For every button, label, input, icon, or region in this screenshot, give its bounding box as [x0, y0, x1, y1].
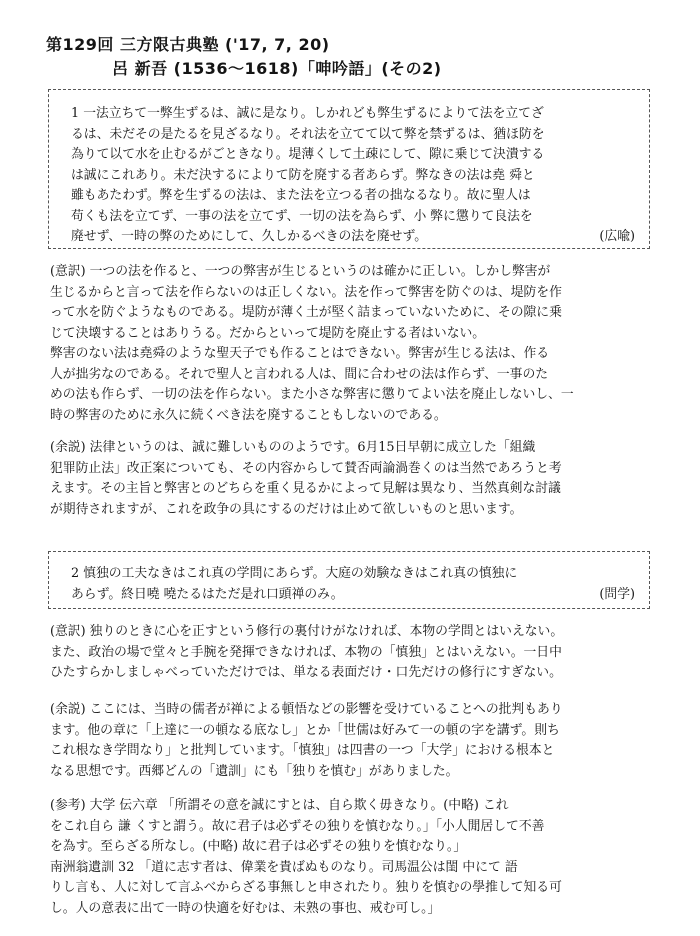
quote-box-2: [48, 551, 650, 609]
translation1-line: って水を防ぐようなものである。堤防が薄く土が堅く詰まっていないために、その隙に乗: [50, 305, 562, 320]
reference-line: を為す。至らざる所なし。(中略) 故に君子は必ずその独りを慎むなり。」: [50, 839, 467, 854]
reference-section: [50, 796, 650, 919]
commentary1-line: 犯罪防止法」改正案についても、その内容からして賛否両論渦巻くのは当然であろうと考: [50, 460, 562, 476]
translation1-line: 生じるからと言って法を作らないのは正しくない。法を作って弊害を防ぐのは、堤防を作: [50, 284, 562, 300]
quote1-source: (広喩): [599, 229, 635, 244]
quote1-line: は誠にこれあり。未だ決するによりて防を廃する者あらず。弊なきの法は堯 舜と: [71, 167, 535, 183]
translation1-line: 人が拙劣なのである。それで聖人と言われる人は、間に合わせの法は作らず、一事のた: [50, 366, 549, 382]
commentary2-line: これ根なき学問なり」と批判しています。「慎独」は四書の一つ「大学」における根本と: [50, 743, 555, 758]
quote2-last-line: [71, 585, 635, 606]
document-subtitle: 呂 新吾 (1536〜1618)「呻吟語」(その2): [112, 59, 442, 78]
commentary2-line: なる思想です。西郷どんの「遺訓」にも「独りを慎む」がありました。: [50, 763, 459, 779]
commentary-1: [50, 438, 650, 520]
translation2-line: (意訳) 独りのときに心を正すという修行の裏付けがなければ、本物の学問とはいえない。: [50, 624, 564, 639]
translation1-line: 時の弊害のために永久に続くべき法を廃することもしないのである。: [50, 407, 447, 423]
reference-line: し。人の意表に出て一時の快適を好むは、未熟の事也、戒む可し。」: [50, 900, 441, 916]
quote-box-1: [48, 89, 650, 249]
quote1-line: 廃せず、一時の弊のためにして、久しかるべきの法を廃せず。: [71, 229, 428, 244]
commentary1-line: が期待されますが、これを政争の具にするのだけは止めて欲しいものと思います。: [50, 501, 523, 517]
commentary2-line: (余説) ここには、当時の儒者が禅による頓悟などの影響を受けていることへの批判もあり: [50, 702, 563, 717]
commentary1-line: (余説) 法律というのは、誠に難しいもののようです。6月15日早朝に成立した「組織: [50, 440, 536, 455]
quote1-line: 苟くも法を立てず、一事の法を立てず、一切の法を為らず、小 弊に懲りて良法を: [71, 208, 533, 224]
quote1-line: 1 一法立ちて一弊生ずるは、誠に是なり。しかれども弊生ずるによりて法を立てざ: [71, 106, 544, 121]
reference-line: をこれ自ら 謙 くすと謂う。故に君子は必ずその独りを慎むなり。」「小人閒居して不善: [50, 818, 545, 834]
translation1-line: めの法も作らず、一切の法を作らない。また小さな弊害に懲りてよい法を廃止しないし、一: [50, 387, 574, 402]
translation2-line: ひたすらかしましゃべっていただけでは、単なる表面だけ・口先だけの修行にすぎない。: [50, 665, 562, 680]
quote1-line: 雖もあたわず。弊を生ずるの法は、また法を立つる者の拙なるなり。故に聖人は: [71, 188, 531, 203]
reference-line: りし言も、人に対して言ふべからざる事無しと申されたり。独りを慎むの學推して知る可: [50, 880, 562, 895]
quote1-last-line: [71, 227, 635, 248]
commentary1-line: えます。その主旨と弊害とのどちらを重く見るかによって見解は異なり、当然真剣な討議: [50, 481, 561, 496]
translation-1: [50, 262, 650, 426]
quote2-line: あらず。終日嘵 嘵たるはただ是れ口頭禅のみ。: [71, 586, 344, 602]
translation2-line: また、政治の場で堂々と手腕を発揮できなければ、本物の「慎独」とはいえない。一日中: [50, 644, 562, 660]
translation1-line: (意訳) 一つの法を作ると、一つの弊害が生じるというのは確かに正しい。しかし弊害が: [50, 264, 551, 279]
commentary2-line: ます。他の章に「上達に一の頓なる底なし」とか「世儒は好みて一の頓の字を講ず。則ち: [50, 722, 560, 738]
document-title: 第129回 三方限古典塾 ('17, 7, 20): [46, 35, 330, 54]
quote1-line: 為りて以て水を止むるがごときなり。堤薄くして土疎にして、隙に乗じて決潰する: [71, 147, 545, 162]
translation1-line: じて決壊することはありうる。だからといって堤防を廃止する者はいない。: [50, 325, 486, 341]
reference-line: (参考) 大学 伝六章 「所謂その意を誠にすとは、自ら欺く毋きなり。(中略) これ: [50, 798, 509, 813]
commentary-2: [50, 700, 650, 782]
quote2-source: (問学): [599, 586, 635, 602]
quote1-line: るは、未だその是たるを見ざるなり。それ法を立てて以て弊を禁ずるは、猶ほ防を: [71, 126, 545, 142]
translation-2: [50, 622, 650, 684]
translation1-line: 弊害のない法は堯舜のような聖天子でも作ることはできない。弊害が生じる法は、作る: [50, 346, 550, 361]
reference-line: 南洲翁遺訓 32 「道に志す者は、偉業を貴ばぬものなり。司馬温公は閨 中にて 語: [50, 859, 518, 875]
quote2-line: 2 慎独の工夫なきはこれ真の学問にあらず。大庭の効験なきはこれ真の慎独に: [71, 566, 518, 581]
